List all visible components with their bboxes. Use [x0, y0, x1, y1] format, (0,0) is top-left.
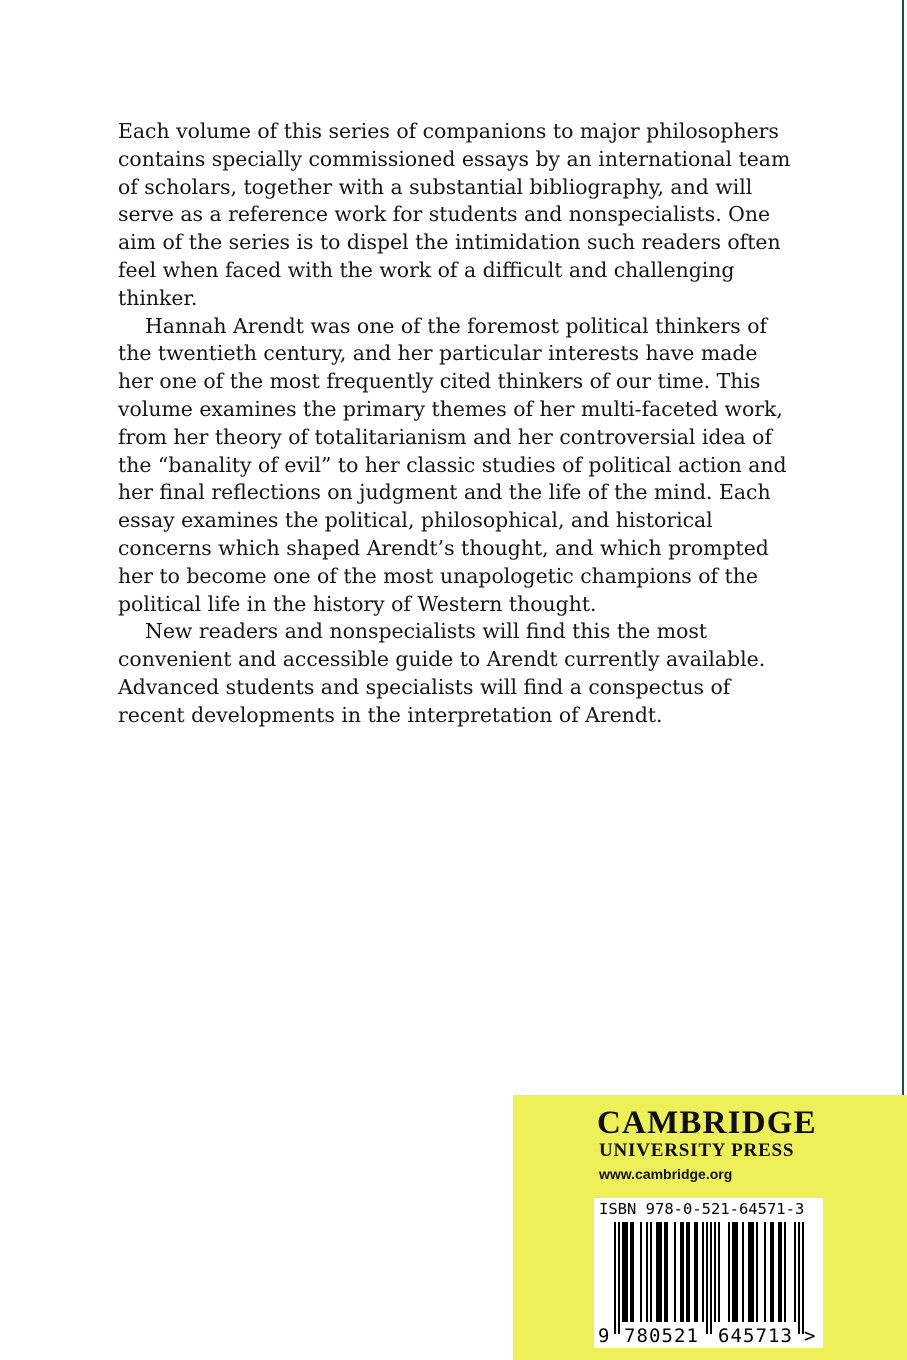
barcode-bar: [640, 1222, 642, 1322]
barcode-bar: [748, 1222, 754, 1322]
barcode-guard-bar: [706, 1222, 708, 1334]
ean-right-group: 645713: [718, 1325, 792, 1347]
barcode-bar: [656, 1222, 662, 1322]
barcode-bar: [742, 1222, 744, 1322]
barcode-bars: [614, 1222, 804, 1334]
barcode-bar: [770, 1222, 774, 1322]
ean-end-mark: >: [804, 1325, 816, 1347]
blurb-paragraph-arendt: Hannah Arendt was one of the foremost political thinkers of the twentieth century, and her particular interests have made her one of the most frequently cited thinkers of our time. This volume examines the primary themes of her multi-faceted work, from her theory of totalitarianism and her controversial idea of the “banality of evil” to her classic studies of political action and her final reflections on judgment and the life of the mind. Each essay examines the political, philosophical, and historical concerns which shaped Arendt’s thought, and which prompted her to become one of the most unapologetic champions of the political life in the history of Western thought.: [118, 313, 787, 616]
barcode-bar: [756, 1222, 758, 1322]
barcode-bar: [650, 1222, 652, 1322]
barcode-guard-bar: [798, 1222, 800, 1334]
ean-first-digit: 9: [598, 1325, 610, 1347]
barcode-block: [594, 1198, 823, 1348]
barcode-bar: [764, 1222, 766, 1322]
barcode-bar: [664, 1222, 668, 1322]
barcode-bar: [680, 1222, 684, 1322]
isbn-label: ISBN 978-0-521-64571-3: [599, 1200, 805, 1218]
barcode-bar: [778, 1222, 782, 1322]
barcode-bar: [686, 1222, 690, 1322]
barcode-guard-bar: [614, 1222, 616, 1334]
barcode-guard-bar: [710, 1222, 712, 1334]
barcode-bar: [630, 1222, 634, 1322]
blurb-paragraph-readers: New readers and nonspecialists will find this the most convenient and accessible guide to Arendt currently available. Advanced students and specialists will find a conspectus of recent developments in the interpretation of Arendt.: [118, 619, 766, 727]
barcode-guard-bar: [802, 1222, 804, 1334]
barcode-bar: [714, 1222, 716, 1322]
publisher-subtitle: UNIVERSITY PRESS: [599, 1140, 795, 1161]
barcode-bar: [718, 1222, 720, 1322]
barcode-bar: [646, 1222, 648, 1322]
barcode-graphic: [594, 1198, 823, 1348]
barcode-bar: [794, 1222, 796, 1322]
barcode-bar: [674, 1222, 676, 1322]
barcode-guard-bar: [618, 1222, 620, 1334]
back-cover-blurb: [118, 118, 798, 730]
barcode-bar: [732, 1222, 738, 1322]
barcode-bar: [784, 1222, 786, 1322]
barcode-bar: [622, 1222, 628, 1322]
publisher-name: CAMBRIDGE: [597, 1105, 817, 1141]
ean-left-group: 780521: [624, 1325, 698, 1347]
blurb-paragraph-series: Each volume of this series of companions to major philosophers contains specially commissioned essays by an international team of scholars, together with a substantial bibliography, and will serve as a reference work for students and nonspecialists. One aim of the series is to dispel the intimidation such readers often feel when faced with the work of a difficult and challenging thinker.: [118, 119, 791, 310]
barcode-bar: [694, 1222, 698, 1322]
barcode-bar: [702, 1222, 704, 1322]
publisher-panel: [513, 1095, 907, 1360]
barcode-bar: [728, 1222, 730, 1322]
publisher-website: www.cambridge.org: [599, 1166, 733, 1182]
